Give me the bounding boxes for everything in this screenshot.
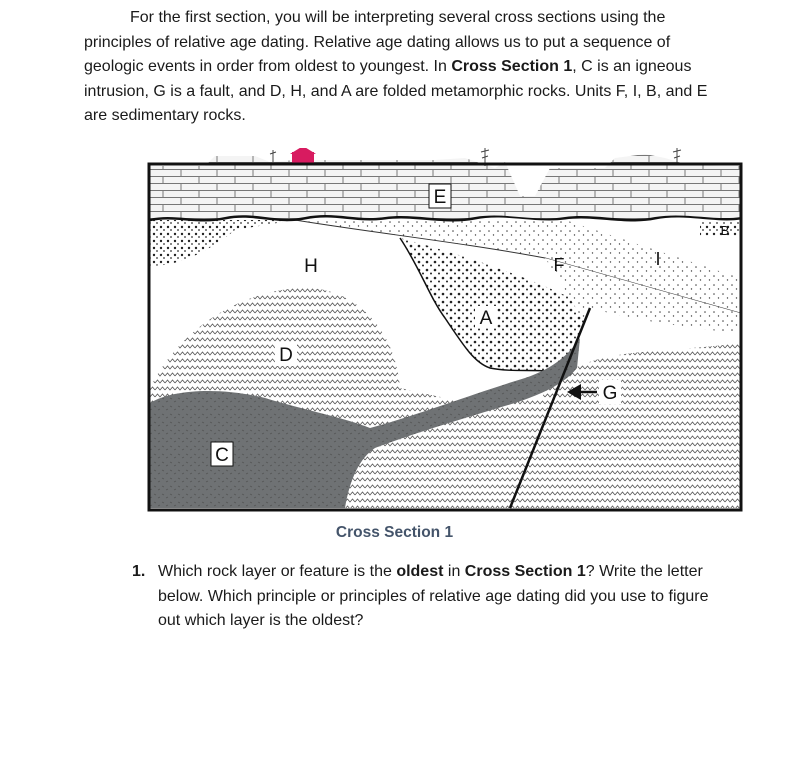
label-F: F — [553, 255, 565, 275]
label-I: I — [655, 249, 661, 269]
intro-text-2: , C is an igneous intrusion, G is a fault, and D, H, and A are folded metamorphic rocks. Units F, I, B, and E are sedimentary rocks. — [84, 58, 708, 124]
barn-icon — [290, 148, 316, 164]
question-text-1: Which rock layer or feature is the — [158, 563, 397, 580]
question-number: 1. — [132, 563, 146, 580]
question-text-2: in — [443, 563, 465, 580]
label-C: C — [215, 445, 229, 466]
label-B: B — [720, 223, 730, 238]
question-1 — [132, 560, 732, 634]
question-bold-oldest: oldest — [396, 563, 444, 580]
label-H: H — [304, 256, 318, 277]
intro-text-1: For the first section, you will be interpreting several cross sections using the principles of relative age dating. Relative age dating allows us to put a sequence of geologic events in order from oldest to youngest. In — [84, 9, 671, 75]
intro-bold-cross-section: Cross Section 1 — [451, 58, 573, 75]
intro-paragraph — [84, 6, 724, 129]
cross-section-diagram — [145, 148, 745, 512]
label-G: G — [602, 383, 618, 404]
question-text-3: ? Write the letter below. Which principle or principles of relative age dating did you use to figure out which layer is the oldest? — [158, 563, 709, 629]
question-bold-cross-section: Cross Section 1 — [464, 563, 586, 580]
figure-caption: Cross Section 1 — [335, 524, 454, 541]
label-E: E — [433, 187, 447, 208]
label-D: D — [279, 345, 293, 366]
label-A: A — [479, 308, 493, 329]
